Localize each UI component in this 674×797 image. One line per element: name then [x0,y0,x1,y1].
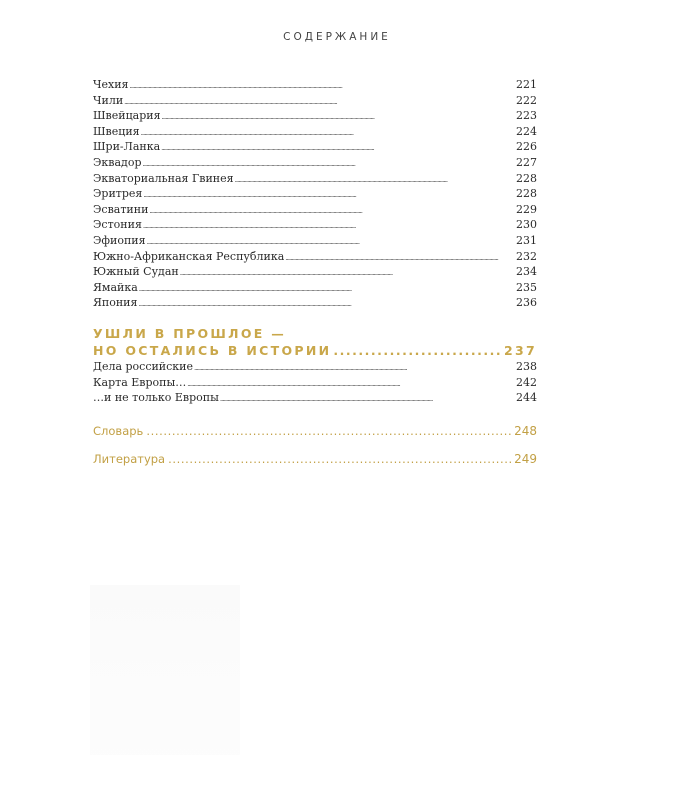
toc-entry-label: Карта Европы… [93,375,187,389]
toc-entry-label: Эсватини [93,202,149,216]
toc-entry-page: 232 [516,249,537,263]
toc-entry-page: 228 [516,171,537,185]
toc-entry-page: 234 [516,265,537,279]
literature-page: 249 [514,451,537,466]
toc-entry-label: Швейцария [93,109,161,123]
entries-countries [93,77,537,311]
toc-entry-page: 224 [516,124,537,138]
toc-entry-label: Южный Судан [93,265,179,279]
section-heading[interactable] [93,325,537,359]
toc-entry[interactable] [93,108,537,124]
toc-entry-label: Ямайка [93,280,138,294]
toc-entry-label: Чили [93,93,124,107]
toc-entry-page: 227 [516,155,537,169]
section-heading-line1: УШЛИ В ПРОШЛОЕ — [93,325,287,341]
toc-entry-page: 229 [516,202,537,216]
toc-entry[interactable] [93,264,537,280]
toc-entry[interactable] [93,77,537,93]
show-through-shadow [90,585,240,755]
entries-section [93,359,537,406]
toc-entry[interactable] [93,295,537,311]
glossary-label: Словарь [93,423,144,438]
toc-entry-page: 235 [516,280,537,294]
toc-entry[interactable] [93,186,537,202]
toc-entry-label: Эритрея [93,187,143,201]
toc-entry-label: Эквадор [93,155,142,169]
toc-entry[interactable] [93,249,537,265]
toc-entry-page: 230 [516,218,537,232]
toc-entry[interactable] [93,93,537,109]
toc-entry[interactable] [93,375,537,391]
page-header: СОДЕРЖАНИЕ [283,31,391,43]
toc-entry-page: 228 [516,187,537,201]
toc-entry[interactable] [93,390,537,406]
toc-entry[interactable] [93,217,537,233]
toc-entry-page: 226 [516,140,537,154]
toc-glossary[interactable] [93,422,537,440]
toc-entry-page: 222 [516,93,537,107]
toc-entry[interactable] [93,202,537,218]
toc-entry-page: 242 [516,375,537,389]
toc-entry-label: Эстония [93,218,142,232]
toc-entry-page: 231 [516,233,537,247]
section-heading-line2-row [93,342,537,359]
literature-label: Литература [93,451,166,466]
table-of-contents [93,77,537,468]
toc-entry-label: …и не только Европы [93,391,219,405]
toc-entry-label: Южно-Африканская Республика [93,249,285,263]
toc-entry[interactable] [93,155,537,171]
toc-entry-label: Шри-Ланка [93,140,161,154]
toc-entry-label: Швеция [93,124,140,138]
toc-entry[interactable] [93,359,537,375]
toc-literature[interactable] [93,450,537,468]
toc-entry-label: Чехия [93,78,129,91]
toc-entry-page: 238 [516,359,537,373]
toc-entry-page: 221 [516,78,537,91]
toc-entry[interactable] [93,280,537,296]
toc-entry[interactable] [93,171,537,187]
toc-entry-label: Япония [93,296,138,310]
toc-entry[interactable] [93,139,537,155]
toc-entry[interactable] [93,233,537,249]
section-heading-line2: НО ОСТАЛИСЬ В ИСТОРИИ [93,342,332,358]
dot-leader [146,422,511,440]
toc-entry-label: Дела российские [93,359,194,373]
dot-leader [168,450,511,468]
dot-leader [333,342,502,359]
glossary-page: 248 [514,423,537,438]
toc-entry-page: 223 [516,109,537,123]
toc-entry-label: Эфиопия [93,233,146,247]
dot-leader [138,295,515,313]
toc-entry-page: 244 [516,391,537,405]
toc-entry-page: 236 [516,296,537,310]
dot-leader [220,390,515,408]
toc-entry[interactable] [93,124,537,140]
section-page: 237 [504,342,537,358]
toc-entry-label: Экваториальная Гвинея [93,171,234,185]
